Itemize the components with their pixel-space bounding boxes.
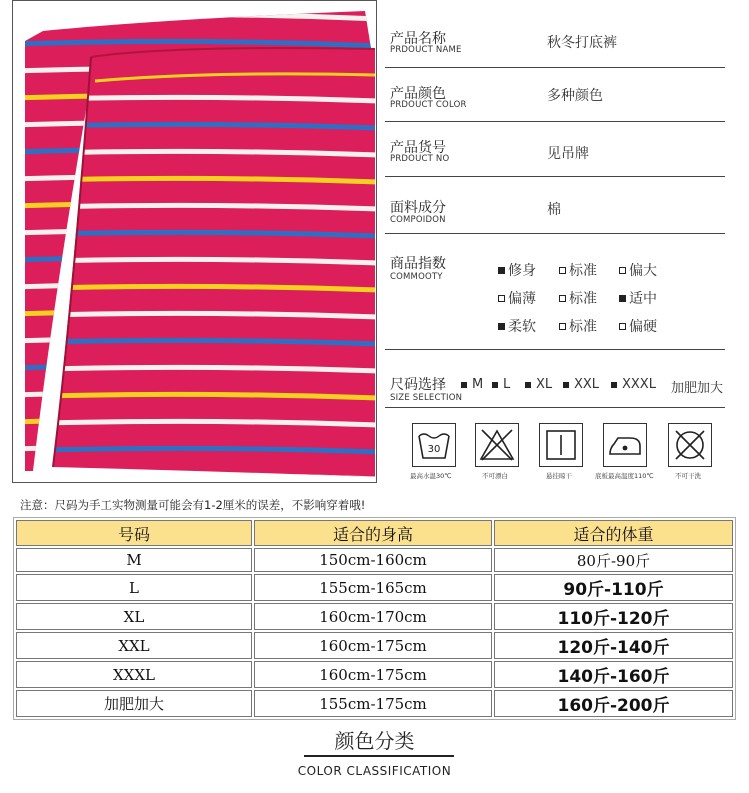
index-option	[619, 260, 657, 280]
table-cell-size: 加肥加大	[16, 690, 252, 717]
table-row	[16, 574, 733, 601]
spec-value-color: 多种颜色	[547, 88, 603, 104]
size-option: 加肥加大	[671, 381, 724, 396]
index-option-label: 偏薄	[508, 291, 536, 307]
index-option	[498, 316, 536, 336]
index-checkbox	[559, 295, 566, 302]
table-cell-height: 160cm-175cm	[254, 661, 492, 688]
no-bleach-icon	[475, 423, 519, 467]
index-option-label: 适中	[629, 291, 657, 307]
size-option: XXXL	[622, 377, 656, 392]
spec-divider	[385, 407, 725, 408]
spec-row-fabric	[385, 177, 725, 234]
spec-row-name	[385, 0, 725, 68]
spec-value-fabric: 棉	[547, 202, 561, 218]
index-option-label: 标准	[569, 291, 597, 307]
spec-row-size	[385, 350, 725, 408]
spec-label-name: 产品名称	[390, 31, 446, 47]
size-option: M	[472, 377, 484, 392]
spec-row-color	[385, 68, 725, 122]
size-bullet	[563, 382, 569, 388]
table-header-height: 适合的身高	[254, 520, 492, 546]
size-bullet	[525, 382, 531, 388]
table-cell-weight: 160斤-200斤	[494, 690, 733, 717]
table-header-row	[16, 520, 733, 546]
table-header-weight: 适合的体重	[494, 520, 733, 546]
spec-label-index-en: COMMOOTY	[390, 272, 443, 282]
index-option	[619, 316, 657, 336]
size-option: XXL	[574, 377, 600, 392]
wash-temp-number: 30	[427, 444, 441, 455]
table-cell-weight: 140斤-160斤	[494, 661, 733, 688]
table-cell-size: XXXL	[16, 661, 252, 688]
index-option-label: 修身	[508, 263, 536, 279]
table-header-size: 号码	[16, 520, 252, 546]
spec-label-number-en: PRDOUCT NO	[390, 154, 450, 164]
size-table	[13, 517, 736, 720]
spec-value-name: 秋冬打底裤	[547, 35, 617, 51]
size-bullet	[611, 382, 617, 388]
care-label: 底板最高温度110℃	[595, 472, 654, 480]
index-checkbox	[559, 267, 566, 274]
spec-panel	[385, 0, 739, 488]
spec-label-index: 商品指数	[390, 256, 446, 272]
index-option-label: 标准	[569, 263, 597, 279]
size-option: L	[503, 377, 511, 392]
index-option	[498, 260, 536, 280]
index-option	[498, 288, 536, 308]
index-option-label: 偏大	[629, 263, 657, 279]
leggings-illustration	[13, 1, 377, 483]
wash-30-icon	[412, 423, 456, 467]
care-label: 悬挂晾干	[546, 472, 572, 480]
product-photo	[12, 0, 377, 483]
spec-label-color-en: PRDOUCT COLOR	[390, 100, 467, 110]
table-row	[16, 548, 733, 572]
color-section-subtitle: COLOR CLASSIFICATION	[297, 764, 452, 778]
table-cell-weight: 90斤-110斤	[494, 574, 733, 601]
color-section-divider	[304, 755, 454, 757]
spec-value-number: 见吊牌	[547, 146, 589, 162]
table-cell-height: 155cm-175cm	[254, 690, 492, 717]
index-option-label: 偏硬	[629, 319, 657, 335]
color-section-title: 颜色分类	[334, 729, 415, 753]
table-cell-size: M	[16, 548, 252, 572]
spec-row-number	[385, 122, 725, 177]
index-checkbox	[498, 267, 505, 274]
table-cell-height: 155cm-165cm	[254, 574, 492, 601]
table-cell-height: 150cm-160cm	[254, 548, 492, 572]
care-label: 最高水温30℃	[410, 472, 452, 480]
table-row	[16, 603, 733, 630]
index-option-label: 柔软	[508, 319, 536, 335]
index-checkbox	[619, 295, 626, 302]
table-cell-height: 160cm-175cm	[254, 632, 492, 659]
spec-label-color: 产品颜色	[390, 86, 446, 102]
table-row	[16, 690, 733, 717]
spec-label-fabric-en: COMPOIDON	[390, 215, 446, 225]
size-option: XL	[536, 377, 553, 392]
table-row	[16, 661, 733, 688]
no-tumble-dry-icon	[668, 423, 712, 467]
table-cell-size: XXL	[16, 632, 252, 659]
care-label: 不可干洗	[675, 472, 701, 480]
spec-label-number: 产品货号	[390, 140, 446, 156]
index-option	[559, 260, 597, 280]
spec-label-size-en: SIZE SELECTION	[390, 393, 463, 403]
hang-dry-icon	[539, 423, 583, 467]
spec-label-size: 尺码选择	[390, 377, 446, 393]
care-label: 不可漂白	[482, 472, 508, 480]
size-bullet	[461, 382, 467, 388]
size-note: 注意：尺码为手工实物测量可能会有1-2厘米的误差，不影响穿着哦!	[20, 498, 366, 512]
spec-label-name-en: PRDOUCT NAME	[390, 45, 462, 55]
iron-110-icon	[603, 423, 647, 467]
index-option-label: 标准	[569, 319, 597, 335]
spec-label-fabric: 面料成分	[390, 200, 446, 216]
index-checkbox	[619, 267, 626, 274]
size-bullet	[492, 382, 498, 388]
table-cell-weight: 80斤-90斤	[494, 548, 733, 572]
index-option	[619, 288, 657, 308]
index-checkbox	[559, 323, 566, 330]
index-option	[559, 316, 597, 336]
table-cell-weight: 120斤-140斤	[494, 632, 733, 659]
index-checkbox	[498, 323, 505, 330]
spec-row-index	[385, 234, 725, 350]
table-cell-height: 160cm-170cm	[254, 603, 492, 630]
table-cell-size: L	[16, 574, 252, 601]
index-checkbox	[498, 295, 505, 302]
table-cell-size: XL	[16, 603, 252, 630]
table-row	[16, 632, 733, 659]
index-checkbox	[619, 323, 626, 330]
index-option	[559, 288, 597, 308]
table-cell-weight: 110斤-120斤	[494, 603, 733, 630]
